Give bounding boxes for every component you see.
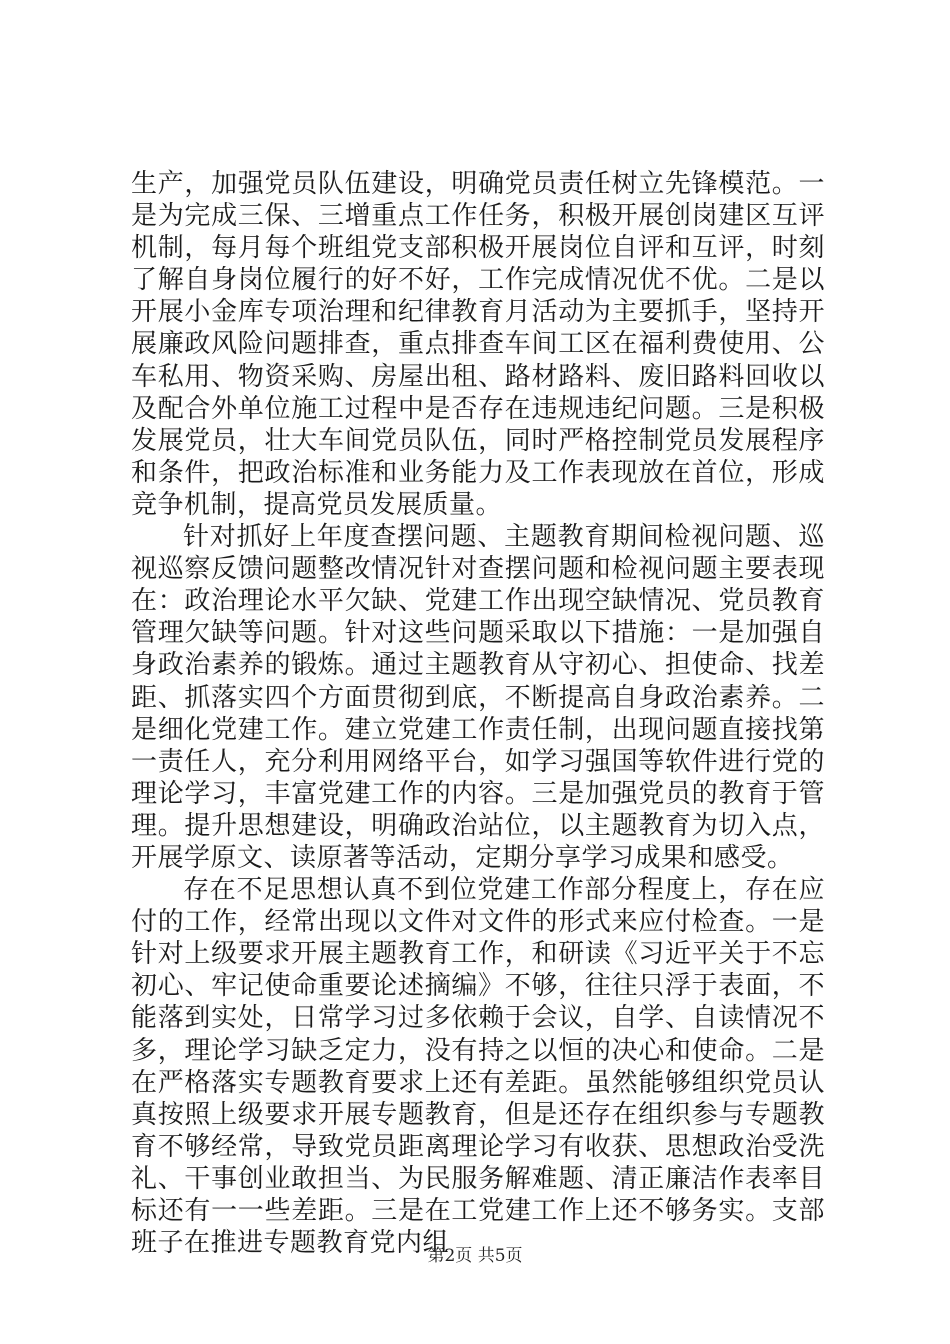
paragraph-2: 针对抓好上年度查摆问题、主题教育期间检视问题、巡视巡察反馈问题整改情况针对查摆问题和检视问题主要表现在：政治理论水平欠缺、党建工作出现空缺情况、党员教育管理欠缺等问题。针对这些问题采取以下措施：一是加强自身政治素养的锻炼。通过主题教育从守初心、担使命、找差距、抓落实四个方面贯彻到底，不断提高自身政治素养。二是细化党建工作。建立党建工作责任制，出现问题直接找第一责任人，充分利用网络平台，如学习强国等软件进行党的理论学习，丰富党建工作的内容。三是加强党员的教育于管理。提升思想建设，明确政治站位，以主题教育为切入点，开展学原文、读原著等活动，定期分享学习成果和感受。 (131, 522, 825, 873)
page-number-footer: 第2页 共5页 (427, 1246, 523, 1266)
paragraph-3: 存在不足思想认真不到位党建工作部分程度上，存在应付的工作，经常出现以文件对文件的形式来应付检查。一是针对上级要求开展主题教育工作，和研读《习近平关于不忘初心、牢记使命重要论述摘编》不够，往往只浮于表面，不能落到实处，日常学习过多依赖于会议，自学、自读情况不多，理论学习缺乏定力，没有持之以恒的决心和使命。二是在严格落实专题教育要求上还有差距。虽然能够组织党员认真按照上级要求开展专题教育，但是还存在组织参与专题教育不够经常，导致党员距离理论学习有收获、思想政治受洗礼、干事创业敢担当、为民服务解难题、清正廉洁作表率目标还有一一些差距。三是在工党建工作上还不够务实。支部班子在推进专题教育党内组 (131, 875, 825, 1259)
paragraph-1: 生产，加强党员队伍建设，明确党员责任树立先锋模范。一是为完成三保、三增重点工作任务，积极开展创岗建区互评机制，每月每个班组党支部积极开展岗位自评和互评，时刻了解自身岗位履行的好不好，工作完成情况优不优。二是以开展小金库专项治理和纪律教育月活动为主要抓手，坚持开展廉政风险问题排查，重点排查车间工区在福利费使用、公车私用、物资采购、房屋出租、路材路料、废旧路料回收以及配合外单位施工过程中是否存在违规违纪问题。三是积极发展党员，壮大车间党员队伍，同时严格控制党员发展程序和条件，把政治标准和业务能力及工作表现放在首位，形成竞争机制，提高党员发展质量。 (131, 169, 825, 520)
document-body (131, 168, 825, 1259)
